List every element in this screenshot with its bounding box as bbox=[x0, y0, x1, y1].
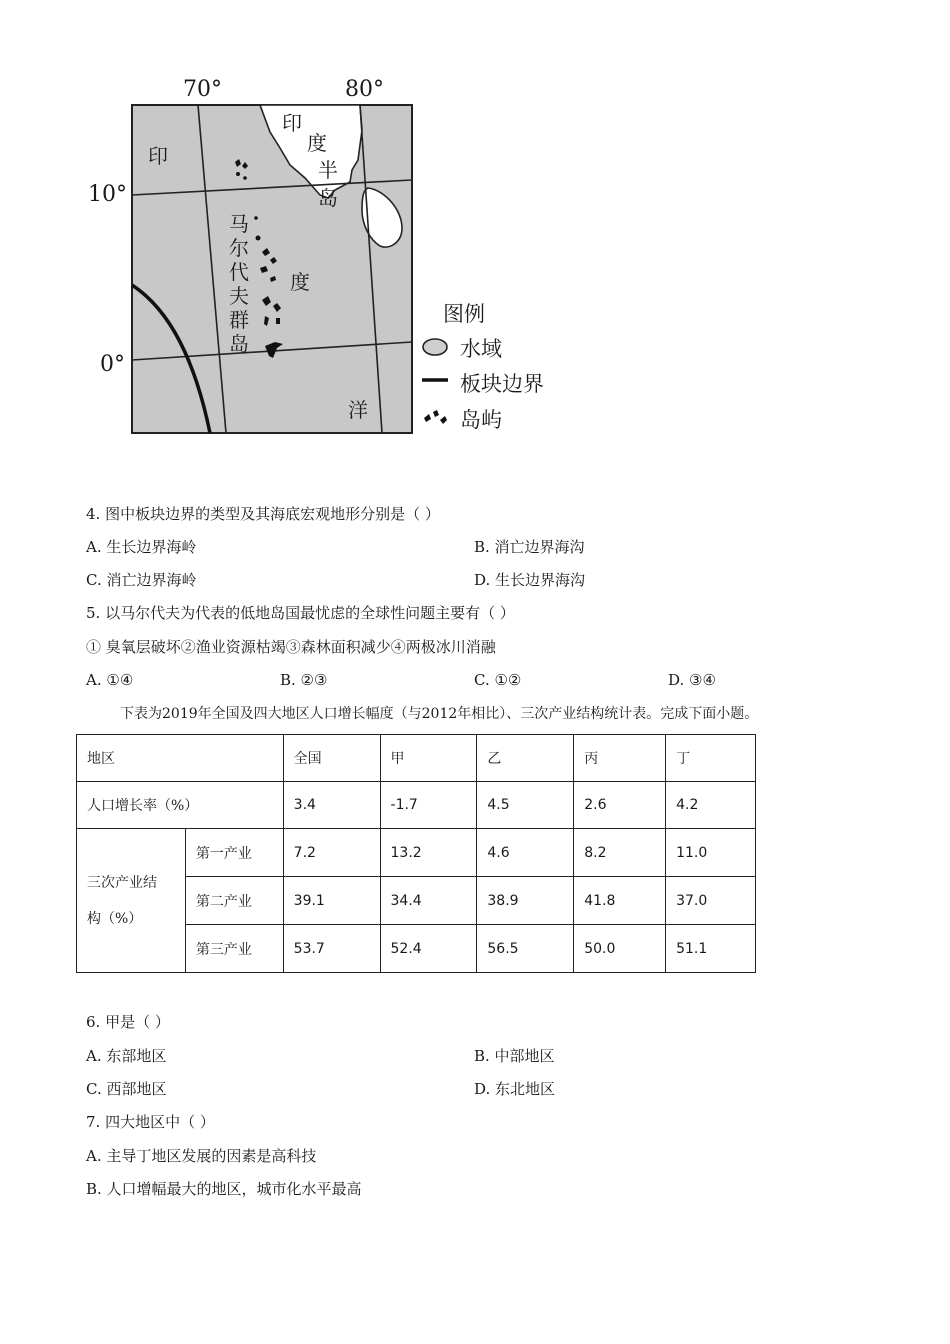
header-national: 全国 bbox=[283, 735, 380, 782]
pop-growth-label: 人口增长率（%） bbox=[77, 782, 284, 829]
primary-label: 第一产业 bbox=[185, 829, 283, 877]
secondary-jia: 34.4 bbox=[380, 877, 477, 925]
lat-label-10: 10° bbox=[88, 182, 127, 207]
q7-stem: 7. 四大地区中（ ） bbox=[86, 1113, 215, 1131]
pop-bing: 2.6 bbox=[574, 782, 666, 829]
q5-stem: 5. 以马尔代夫为代表的低地岛国最忧虑的全球性问题主要有（ ） bbox=[86, 604, 515, 622]
secondary-national: 39.1 bbox=[283, 877, 380, 925]
q6-option-a[interactable]: A. 东部地区 bbox=[86, 1047, 167, 1065]
legend-boundary-label: 板块边界 bbox=[460, 372, 544, 396]
label-maldives-6: 岛 bbox=[229, 332, 249, 356]
q4-option-d[interactable]: D. 生长边界海沟 bbox=[474, 571, 586, 589]
label-india-west: 印 bbox=[148, 144, 168, 168]
industry-label-line1: 三次产业结 bbox=[87, 874, 157, 891]
q5-option-b[interactable]: B. ②③ bbox=[280, 671, 328, 689]
q6-option-c[interactable]: C. 西部地区 bbox=[86, 1080, 167, 1098]
label-maldives-5: 群 bbox=[229, 308, 249, 332]
legend-island-symbol bbox=[424, 410, 447, 424]
label-maldives-1: 马 bbox=[229, 212, 249, 236]
pop-ding: 4.2 bbox=[666, 782, 756, 829]
tertiary-jia: 52.4 bbox=[380, 925, 477, 973]
tertiary-national: 53.7 bbox=[283, 925, 380, 973]
table-intro: 下表为2019年全国及四大地区人口增长幅度（与2012年相比）、三次产业结构统计表。完成下面小题。 bbox=[120, 706, 759, 722]
q5-option-d[interactable]: D. ③④ bbox=[668, 671, 716, 689]
q4-option-c[interactable]: C. 消亡边界海岭 bbox=[86, 571, 197, 589]
label-peninsula-2: 度 bbox=[307, 131, 327, 155]
lon-label-80: 80° bbox=[345, 77, 384, 102]
pop-jia: -1.7 bbox=[380, 782, 477, 829]
label-peninsula-1: 印 bbox=[282, 111, 302, 135]
q7-option-a[interactable]: A. 主导丁地区发展的因素是高科技 bbox=[86, 1147, 317, 1165]
q7-option-b[interactable]: B. 人口增幅最大的地区，城市化水平最高 bbox=[86, 1180, 362, 1198]
table-row-population bbox=[77, 782, 756, 829]
lon-label-70: 70° bbox=[183, 77, 222, 102]
tertiary-label: 第三产业 bbox=[185, 925, 283, 973]
table-row-primary bbox=[77, 829, 756, 877]
legend-water-label: 水域 bbox=[460, 337, 502, 361]
tertiary-bing: 50.0 bbox=[574, 925, 666, 973]
primary-jia: 13.2 bbox=[380, 829, 477, 877]
label-maldives-4: 夫 bbox=[229, 284, 249, 308]
q6-option-d[interactable]: D. 东北地区 bbox=[474, 1080, 556, 1098]
secondary-yi: 38.9 bbox=[477, 877, 574, 925]
q4-option-a[interactable]: A. 生长边界海岭 bbox=[86, 538, 197, 556]
industry-structure-label bbox=[77, 829, 186, 973]
q4-stem: 4. 图中板块边界的类型及其海底宏观地形分别是（ ） bbox=[86, 505, 440, 523]
secondary-bing: 41.8 bbox=[574, 877, 666, 925]
legend-water-symbol bbox=[423, 339, 447, 355]
header-bing: 丙 bbox=[574, 735, 666, 782]
primary-yi: 4.6 bbox=[477, 829, 574, 877]
primary-national: 7.2 bbox=[283, 829, 380, 877]
q6-stem: 6. 甲是（ ） bbox=[86, 1013, 170, 1031]
label-peninsula-4: 岛 bbox=[318, 186, 338, 210]
primary-ding: 11.0 bbox=[666, 829, 756, 877]
header-region: 地区 bbox=[77, 735, 284, 782]
lat-label-0: 0° bbox=[100, 352, 125, 377]
stats-table bbox=[76, 734, 756, 973]
secondary-label: 第二产业 bbox=[185, 877, 283, 925]
q5-option-c[interactable]: C. ①② bbox=[474, 671, 522, 689]
q5-subitems: ① 臭氧层破坏②渔业资源枯竭③森林面积减少④两极冰川消融 bbox=[86, 638, 496, 656]
legend-title: 图例 bbox=[443, 302, 485, 326]
header-ding: 丁 bbox=[666, 735, 756, 782]
label-ocean-du: 度 bbox=[290, 270, 310, 294]
q5-option-a[interactable]: A. ①④ bbox=[86, 671, 134, 689]
header-yi: 乙 bbox=[477, 735, 574, 782]
pop-national: 3.4 bbox=[283, 782, 380, 829]
tertiary-yi: 56.5 bbox=[477, 925, 574, 973]
table-header-row bbox=[77, 735, 756, 782]
pop-yi: 4.5 bbox=[477, 782, 574, 829]
q4-option-b[interactable]: B. 消亡边界海沟 bbox=[474, 538, 585, 556]
label-peninsula-3: 半 bbox=[318, 158, 338, 182]
map-ocean bbox=[132, 105, 412, 433]
label-ocean-yang: 洋 bbox=[348, 398, 368, 422]
label-maldives-3: 代 bbox=[229, 260, 249, 284]
label-maldives-2: 尔 bbox=[229, 236, 249, 260]
tertiary-ding: 51.1 bbox=[666, 925, 756, 973]
secondary-ding: 37.0 bbox=[666, 877, 756, 925]
industry-label-line2: 构（%） bbox=[87, 910, 143, 927]
q6-option-b[interactable]: B. 中部地区 bbox=[474, 1047, 555, 1065]
legend-islands-label: 岛屿 bbox=[460, 408, 502, 432]
header-jia: 甲 bbox=[380, 735, 477, 782]
primary-bing: 8.2 bbox=[574, 829, 666, 877]
